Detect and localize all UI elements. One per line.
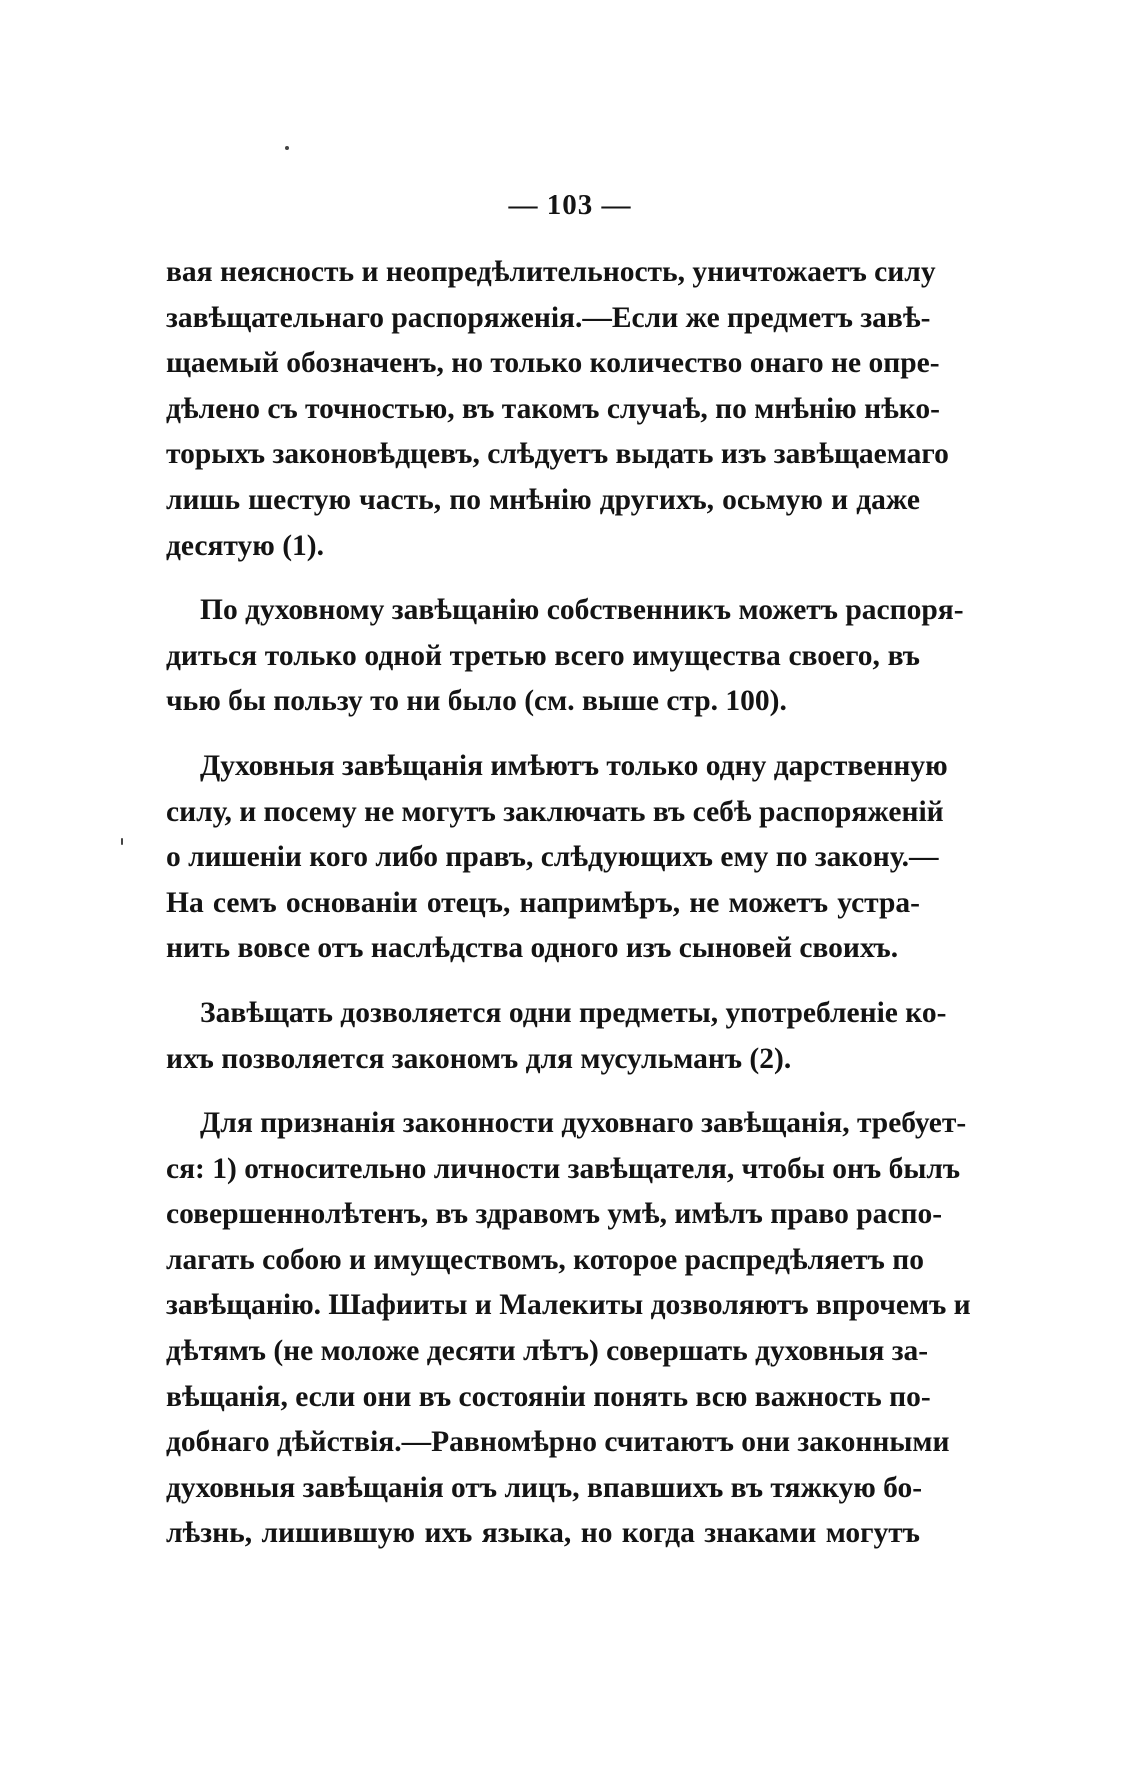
text-line: духовныя завѣщанія отъ лицъ, впавшихъ въ тяжкую бо- (166, 1471, 923, 1504)
text-line: вѣщанія, если они въ состояніи понять всю важность по- (166, 1380, 931, 1413)
text-line: силу, и посему не могутъ заключать въ себѣ распоряженій (166, 795, 944, 828)
paragraph-validity-requirements (166, 1101, 971, 1557)
text-line: совершеннолѣтенъ, въ здравомъ умѣ, имѣлъ право распо- (166, 1198, 943, 1231)
text-line: По духовному завѣщанію собственникъ можетъ распоря- (200, 594, 964, 627)
text-line: лагать собою и имуществомъ, которое распредѣляетъ по (166, 1243, 924, 1276)
paragraph-one-third-rule (166, 588, 964, 725)
text-line: завѣщанію. Шафииты и Малекиты дозволяютъ впрочемъ и (166, 1289, 971, 1322)
text-line: Для признанія законности духовнаго завѣщанія, требует- (200, 1107, 967, 1140)
ink-speck (285, 146, 289, 150)
text-line: десятую (1). (166, 529, 324, 562)
text-line: нить вовсе отъ наслѣдства одного изъ сыновей своихъ. (166, 932, 899, 965)
text-line: диться только одной третью всего имущества своего, въ (166, 639, 920, 672)
text-line: Завѣщать дозволяется одни предметы, употребленіе ко- (200, 996, 947, 1029)
text-line: Духовныя завѣщанія имѣютъ только одну дарственную (200, 749, 948, 782)
text-line: лѣзнь, лишившую ихъ языка, но когда знаками могутъ (166, 1517, 920, 1550)
text-line: ихъ позволяется закономъ для мусульманъ (2). (166, 1042, 792, 1075)
text-line: ся: 1) относительно личности завѣщателя, чтобы онъ былъ (166, 1152, 961, 1185)
text-line: торыхъ законовѣдцевъ, слѣдуетъ выдать изъ завѣщаемаго (166, 438, 949, 471)
text-line: вая неясность и неопредѣлительность, уничтожаетъ силу (166, 256, 936, 288)
text-line: На семъ основаніи отецъ, напримѣръ, не можетъ устра- (166, 886, 920, 919)
text-line: дѣлено съ точностью, въ такомъ случаѣ, по мнѣнію нѣко- (166, 392, 940, 425)
paragraph-continuation (166, 250, 949, 569)
body-text (166, 250, 971, 1576)
page-number: — 103 — (508, 189, 632, 221)
text-line: щаемый обозначенъ, но только количество онаго не опре- (166, 347, 940, 380)
text-line: о лишеніи кого либо правъ, слѣдующихъ ему по закону.— (166, 841, 939, 874)
text-line: лишь шестую часть, по мнѣнію другихъ, осьмую и даже (166, 483, 920, 516)
paragraph-permitted-items (166, 991, 947, 1082)
text-line: чью бы пользу то ни было (см. выше стр. 100). (166, 685, 787, 718)
ink-speck (121, 838, 123, 845)
text-line: дѣтямъ (не моложе десяти лѣтъ) совершать духовныя за- (166, 1335, 929, 1368)
text-line: завѣщательнаго распоряженія.—Если же предметъ завѣ- (166, 301, 931, 334)
text-line: добнаго дѣйствія.—Равномѣрно считаютъ они законными (166, 1426, 950, 1459)
paragraph-gift-force (166, 744, 948, 972)
